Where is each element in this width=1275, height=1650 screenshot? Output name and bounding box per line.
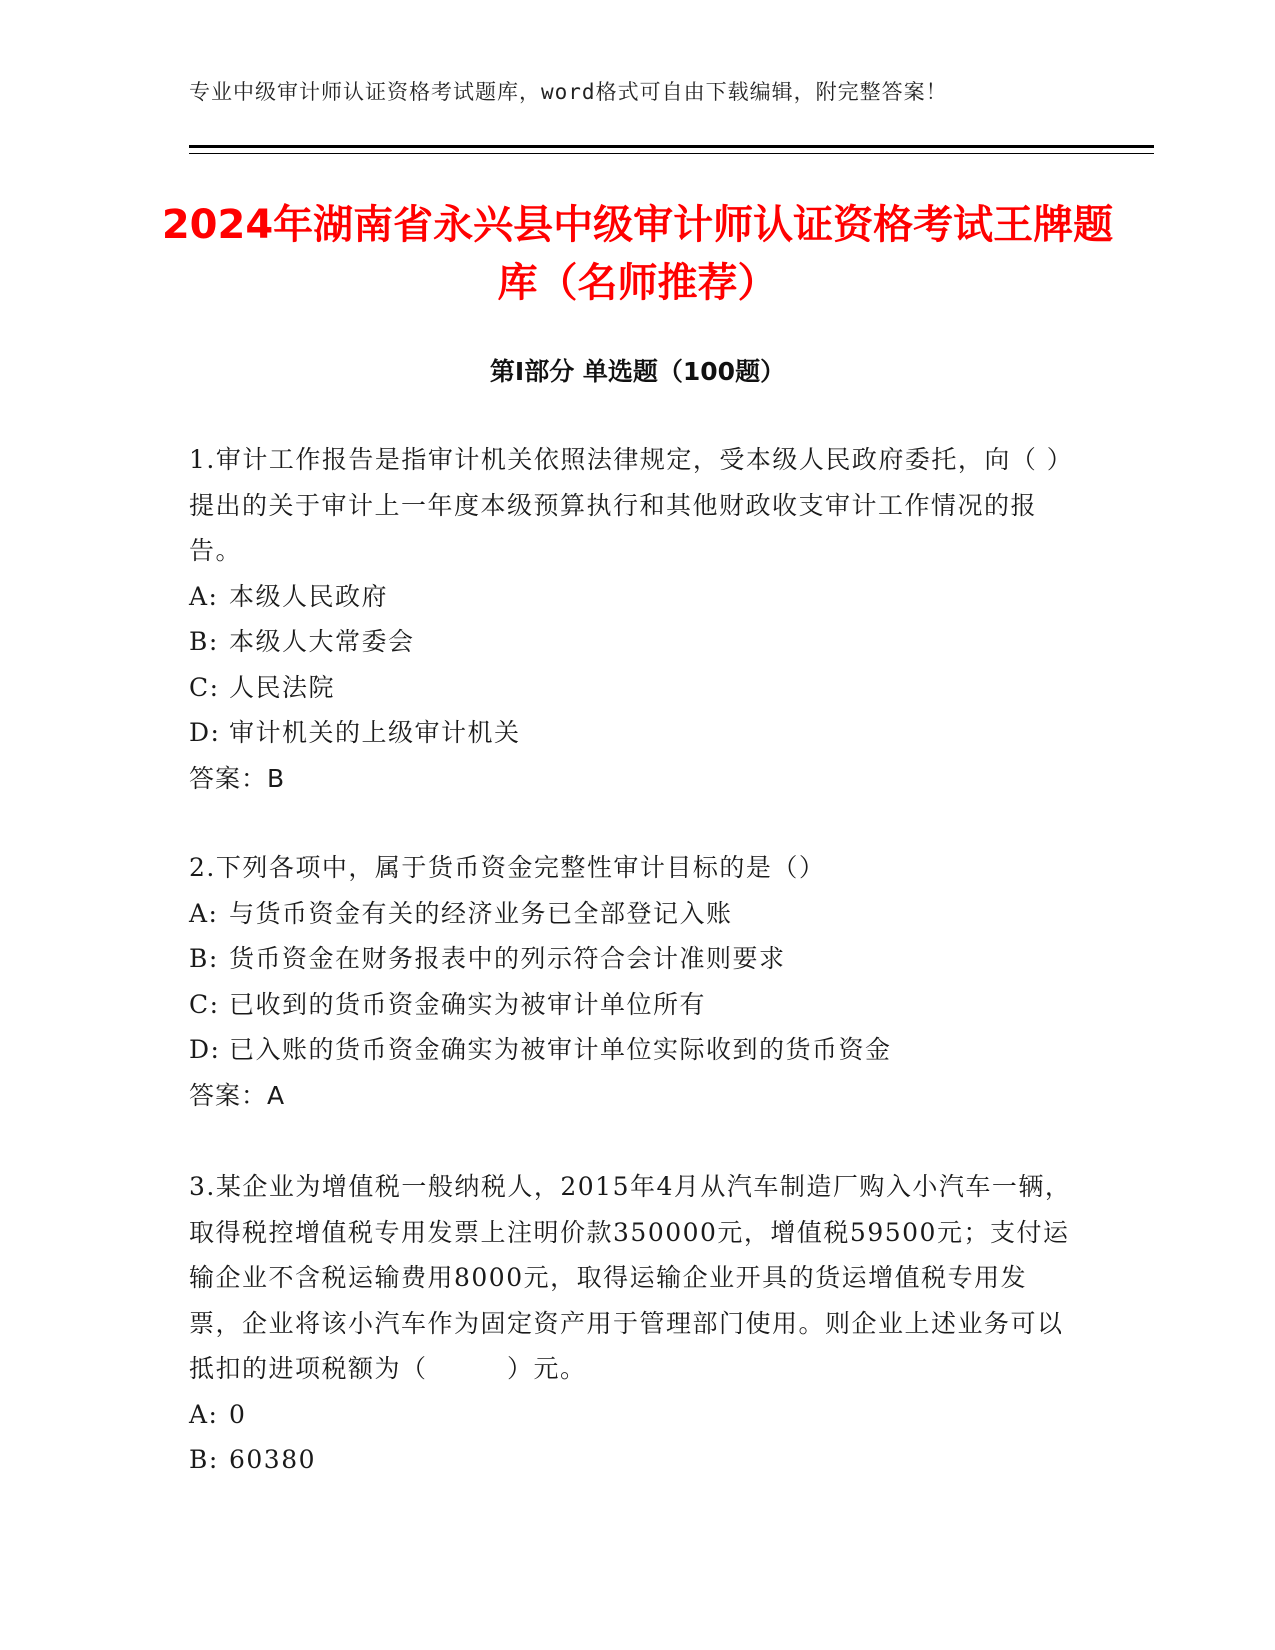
option-key: C: [189, 672, 220, 702]
option-d [189, 1027, 1079, 1073]
option-c [189, 665, 1079, 711]
answer-line [189, 1073, 1079, 1119]
section-heading: 第Ⅰ部分 单选题（100题） [489, 357, 786, 386]
option-text: 已收到的货币资金确实为被审计单位所有 [229, 989, 707, 1019]
option-a [189, 891, 1079, 937]
option-key: B: [189, 627, 219, 656]
option-c [189, 982, 1079, 1028]
answer-value: B [267, 763, 286, 793]
header-rule-thin [189, 153, 1154, 154]
option-key: D: [189, 718, 221, 747]
question-stem: 3.某企业为增值税一般纳税人，2015年4月从汽车制造厂购入小汽车一辆，取得税控增值税专用发票上注明价款350000元，增值税59500元；支付运输企业不含税运输费用8000元，取得运输企业开具的货运增值税专用发票，企业将该小汽车作为固定资产用于管理部门使用。则企业上述业务可以抵扣的进项税额为（ ）元。 [189, 1172, 1072, 1383]
option-d [189, 710, 1079, 756]
option-key: A: [189, 1399, 219, 1429]
option-text: 审计机关的上级审计机关 [229, 718, 521, 747]
option-a [189, 574, 1079, 620]
option-key: A: [189, 898, 219, 928]
option-b [189, 1437, 1079, 1483]
question-3 [189, 1164, 1079, 1483]
question-2 [189, 845, 1079, 1118]
option-b [189, 619, 1079, 665]
answer-label: 答案： [189, 763, 268, 793]
option-text: 人民法院 [229, 672, 336, 702]
header-rule-thick [189, 145, 1154, 148]
document-title: 2024年湖南省永兴县中级审计师认证资格考试王牌题库（名师推荐） [161, 202, 1114, 306]
option-text: 已入账的货币资金确实为被审计单位实际收到的货币资金 [229, 1035, 892, 1064]
question-1 [189, 437, 1079, 801]
option-text: 60380 [229, 1445, 317, 1474]
answer-label: 答案： [189, 1080, 268, 1110]
option-a [189, 1392, 1079, 1438]
option-key: B: [189, 1445, 219, 1474]
option-text: 本级人大常委会 [229, 627, 415, 656]
option-key: B: [189, 944, 219, 973]
answer-value: A [267, 1080, 286, 1110]
header-note: 专业中级审计师认证资格考试题库，word格式可自由下载编辑，附完整答案！ [189, 80, 948, 104]
option-key: A: [189, 581, 219, 611]
option-text: 0 [229, 1399, 247, 1429]
answer-line [189, 756, 1079, 802]
question-stem: 2.下列各项中，属于货币资金完整性审计目标的是（） [189, 853, 826, 882]
option-key: C: [189, 989, 220, 1019]
option-text: 与货币资金有关的经济业务已全部登记入账 [229, 898, 733, 928]
option-b [189, 936, 1079, 982]
option-text: 本级人民政府 [229, 581, 389, 611]
option-key: D: [189, 1035, 221, 1064]
option-text: 货币资金在财务报表中的列示符合会计准则要求 [229, 944, 786, 973]
question-stem: 1.审计工作报告是指审计机关依照法律规定，受本级人民政府委托，向（ ）提出的关于审计上一年度本级预算执行和其他财政收支审计工作情况的报告。 [189, 445, 1074, 565]
